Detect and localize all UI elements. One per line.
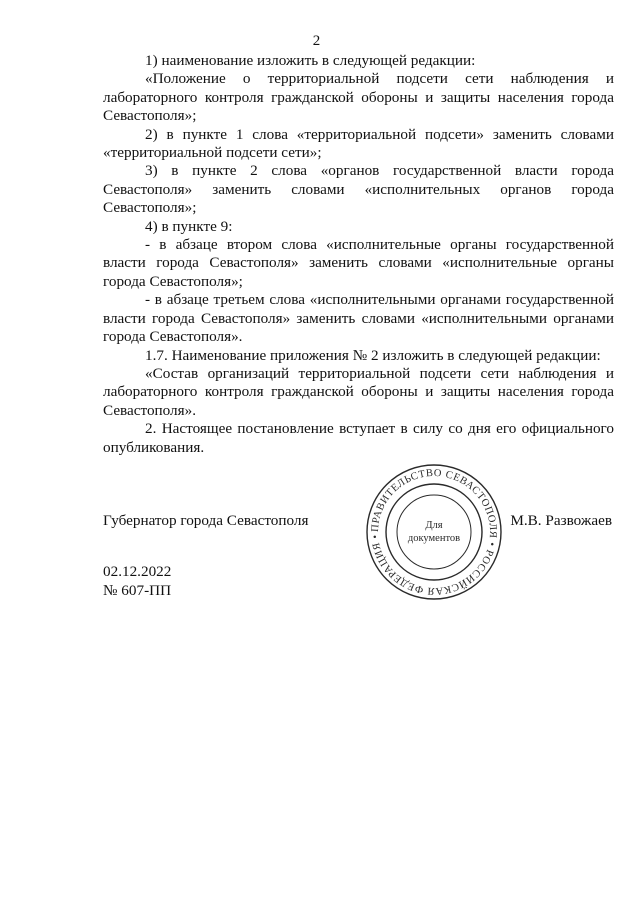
paragraph: «Состав организаций территориальной подсети сети наблюдения и лабораторного контроля гражданской обороны и защиты населения города Севастополя». <box>103 364 614 419</box>
paragraph: 1) наименование изложить в следующей редакции: <box>145 52 476 69</box>
paragraph: - в абзаце третьем слова «исполнительными органами государственной власти города Севастополя» заменить словами «исполнительными органами города Севастополя». <box>103 291 614 346</box>
paragraph: 4) в пункте 9: <box>145 217 233 235</box>
paragraph: 2. Настоящее постановление вступает в силу со дня его официального опубликования. <box>103 420 614 456</box>
signatory-title: Губернатор города Севастополя <box>103 512 309 529</box>
seal-center-ring <box>397 495 471 569</box>
paragraph: 3) в пункте 2 слова «органов государственной власти города Севастополя» заменить словами «исполнительных органов города Севастополя»; <box>103 162 614 217</box>
seal-center-text-line2: документов <box>407 533 461 544</box>
paragraph: «Положение о территориальной подсети сети наблюдения и лабораторного контроля гражданской обороны и защиты населения города Севастополя»; <box>103 70 614 125</box>
official-seal-icon <box>364 462 504 602</box>
paragraph: 2) в пункте 1 слова «территориальной подсети» заменить словами «территориальной подсети сети»; <box>103 125 614 162</box>
page-number: 2 <box>312 33 321 49</box>
document-body <box>103 52 614 457</box>
document-date: 02.12.2022 <box>103 563 172 580</box>
seal-center-text-line1: Для <box>425 520 443 531</box>
seal-outer-text: ПРАВИТЕЛЬСТВО СЕВАСТОПОЛЯ • РОССИЙСКАЯ ФЕДЕРАЦИЯ • <box>369 467 499 597</box>
paragraph: - в абзаце втором слова «исполнительные органы государственной власти города Севастополя» заменить словами «исполнительные органы города Севастополя»; <box>103 236 614 290</box>
paragraph: 1.7. Наименование приложения № 2 изложить в следующей редакции: <box>145 346 601 364</box>
document-number: № 607-ПП <box>103 582 172 599</box>
seal-outer-ring <box>367 465 501 599</box>
signatory-name: М.В. Развожаев <box>510 512 612 529</box>
seal-inner-ring <box>386 484 482 580</box>
svg-text:ПРАВИТЕЛЬСТВО СЕВАСТОПОЛЯ • РО <box>370 468 498 596</box>
